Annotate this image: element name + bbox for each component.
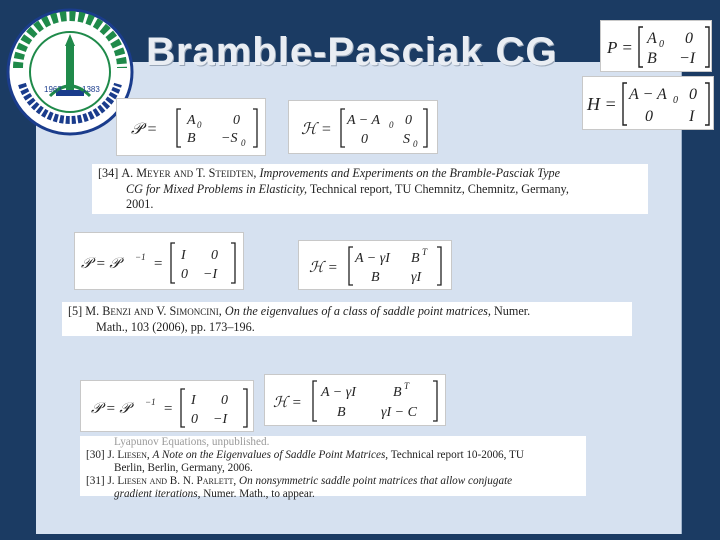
formula-P-block3 [80,380,254,432]
ref5-title: On the eigenvalues of a class of saddle point matrices, [224,304,491,318]
H3-lhs: ℋ = [273,395,302,411]
H2-lhs: ℋ = [309,260,338,276]
H3-bt: B [393,385,402,400]
P1-b: B [187,131,196,146]
P1-s-sub: 0 [241,138,246,148]
ref34-title1: Improvements and Experiments on the Bramble-Pasciak Type [259,166,560,180]
H3-b: B [337,405,346,420]
P-a0: A [647,30,657,47]
ref30-authors: J. Liesen, [107,449,150,461]
P2-i: I [181,248,186,263]
P3-lhs: 𝒫 = 𝒫 [91,401,131,417]
P2-zero2: 0 [181,267,188,282]
formula-P-block1 [116,98,266,156]
reference-5 [62,302,632,336]
ref30-line2: Berlin, Berlin, Germany, 2006. [114,462,253,474]
H-i: I [689,108,695,125]
P3-zero2: 0 [191,412,198,427]
reference-34 [92,164,648,214]
P2-lhs: 𝒫 = 𝒫 [81,256,121,272]
P3-i: I [191,393,196,408]
H2-bt-sup: T [422,247,428,257]
H2-gamma-i: γI [411,270,422,285]
ref31-line2-rest: Numer. Math., to appear. [203,488,315,500]
ref31-title: On nonsymmetric saddle point matrices that allow conjugate [239,475,513,487]
H1-s0: S [403,132,410,147]
formula-H-top [582,76,714,130]
P-lhs: P = [607,38,633,57]
formula-P-top [600,20,712,72]
H2-b: B [371,270,380,285]
ref5-authors: M. Benzi and V. Simoncini, [85,304,222,318]
slide-title: Bramble-Pasciak CG [146,30,558,74]
formula-P-block2 [74,232,244,290]
reference-30-31 [80,436,586,500]
ref5-num: [5] [68,304,83,318]
formula-H-block2 [298,240,452,290]
logo-year: 1963 [44,85,62,94]
P1-lhs: 𝒫 = [131,121,158,138]
formula-H-block3 [264,374,446,426]
P-neg-i: −I [679,50,696,67]
H3-bt-sup: T [404,381,410,391]
ref31-line2-it: gradient iterations, [114,488,201,500]
H-zero-tr: 0 [689,86,697,103]
H3-a-gamma: A − γI [321,385,356,400]
P2-eq: = [153,256,164,272]
ref30-num: [30] [86,449,105,461]
H-a-sub: 0 [673,95,678,106]
ref34-num: [34] [98,166,119,180]
H1-zero-bl: 0 [361,132,368,147]
P-a0-sub: 0 [659,39,664,50]
ref31-num: [31] [86,475,105,487]
logo-year-hijri: 1383 [82,85,100,94]
H2-bt: B [411,251,420,266]
H1-s-sub: 0 [413,139,418,149]
P3-sup: −1 [145,397,156,407]
H1-a-sub: 0 [389,120,394,130]
H-a-minus: A − A [629,86,667,103]
P-zero: 0 [685,30,693,47]
H1-zero-tr: 0 [405,113,412,128]
P1-neg-s0: −S [221,131,238,146]
ref34-rest: Technical report, TU Chemnitz, Chemnitz, Germany, [309,181,569,196]
ref34-title2: CG for Mixed Problems in Elasticity, [126,181,307,196]
H2-a-gamma: A − γI [355,251,390,266]
P2-sup: −1 [135,252,146,262]
H1-lhs: ℋ = [301,121,332,138]
P3-zero1: 0 [221,393,228,408]
P1-zero: 0 [233,113,240,128]
ref34-authors: A. Meyer and T. Steidten, [121,166,257,180]
ref30-rest: Technical report 10-2006, TU [390,449,524,461]
ref34-year: 2001. [126,197,154,211]
H3-gamma-i-c: γI − C [381,405,417,420]
P2-zero1: 0 [211,248,218,263]
formula-H-block1 [288,100,438,154]
ref31-authors: J. Liesen and B. N. Parlett, [107,475,237,487]
ref-cut-line: Lyapunov Equations, unpublished. [114,436,270,448]
ref5-line2: Math., 103 (2006), pp. 173–196. [96,319,255,334]
P3-neg-i: −I [213,412,228,427]
H-lhs: H = [587,94,617,114]
H1-a-minus: A − A [347,113,381,128]
P2-neg-i: −I [203,267,218,282]
P1-a0-sub: 0 [197,120,202,130]
P3-eq: = [163,401,174,417]
ref30-title: A Note on the Eigenvalues of Saddle Point Matrices, [152,449,389,461]
P1-a0: A [187,113,196,128]
ref5-journal: Numer. [494,304,531,318]
H-zero-bl: 0 [645,108,653,125]
P-b: B [647,50,657,67]
